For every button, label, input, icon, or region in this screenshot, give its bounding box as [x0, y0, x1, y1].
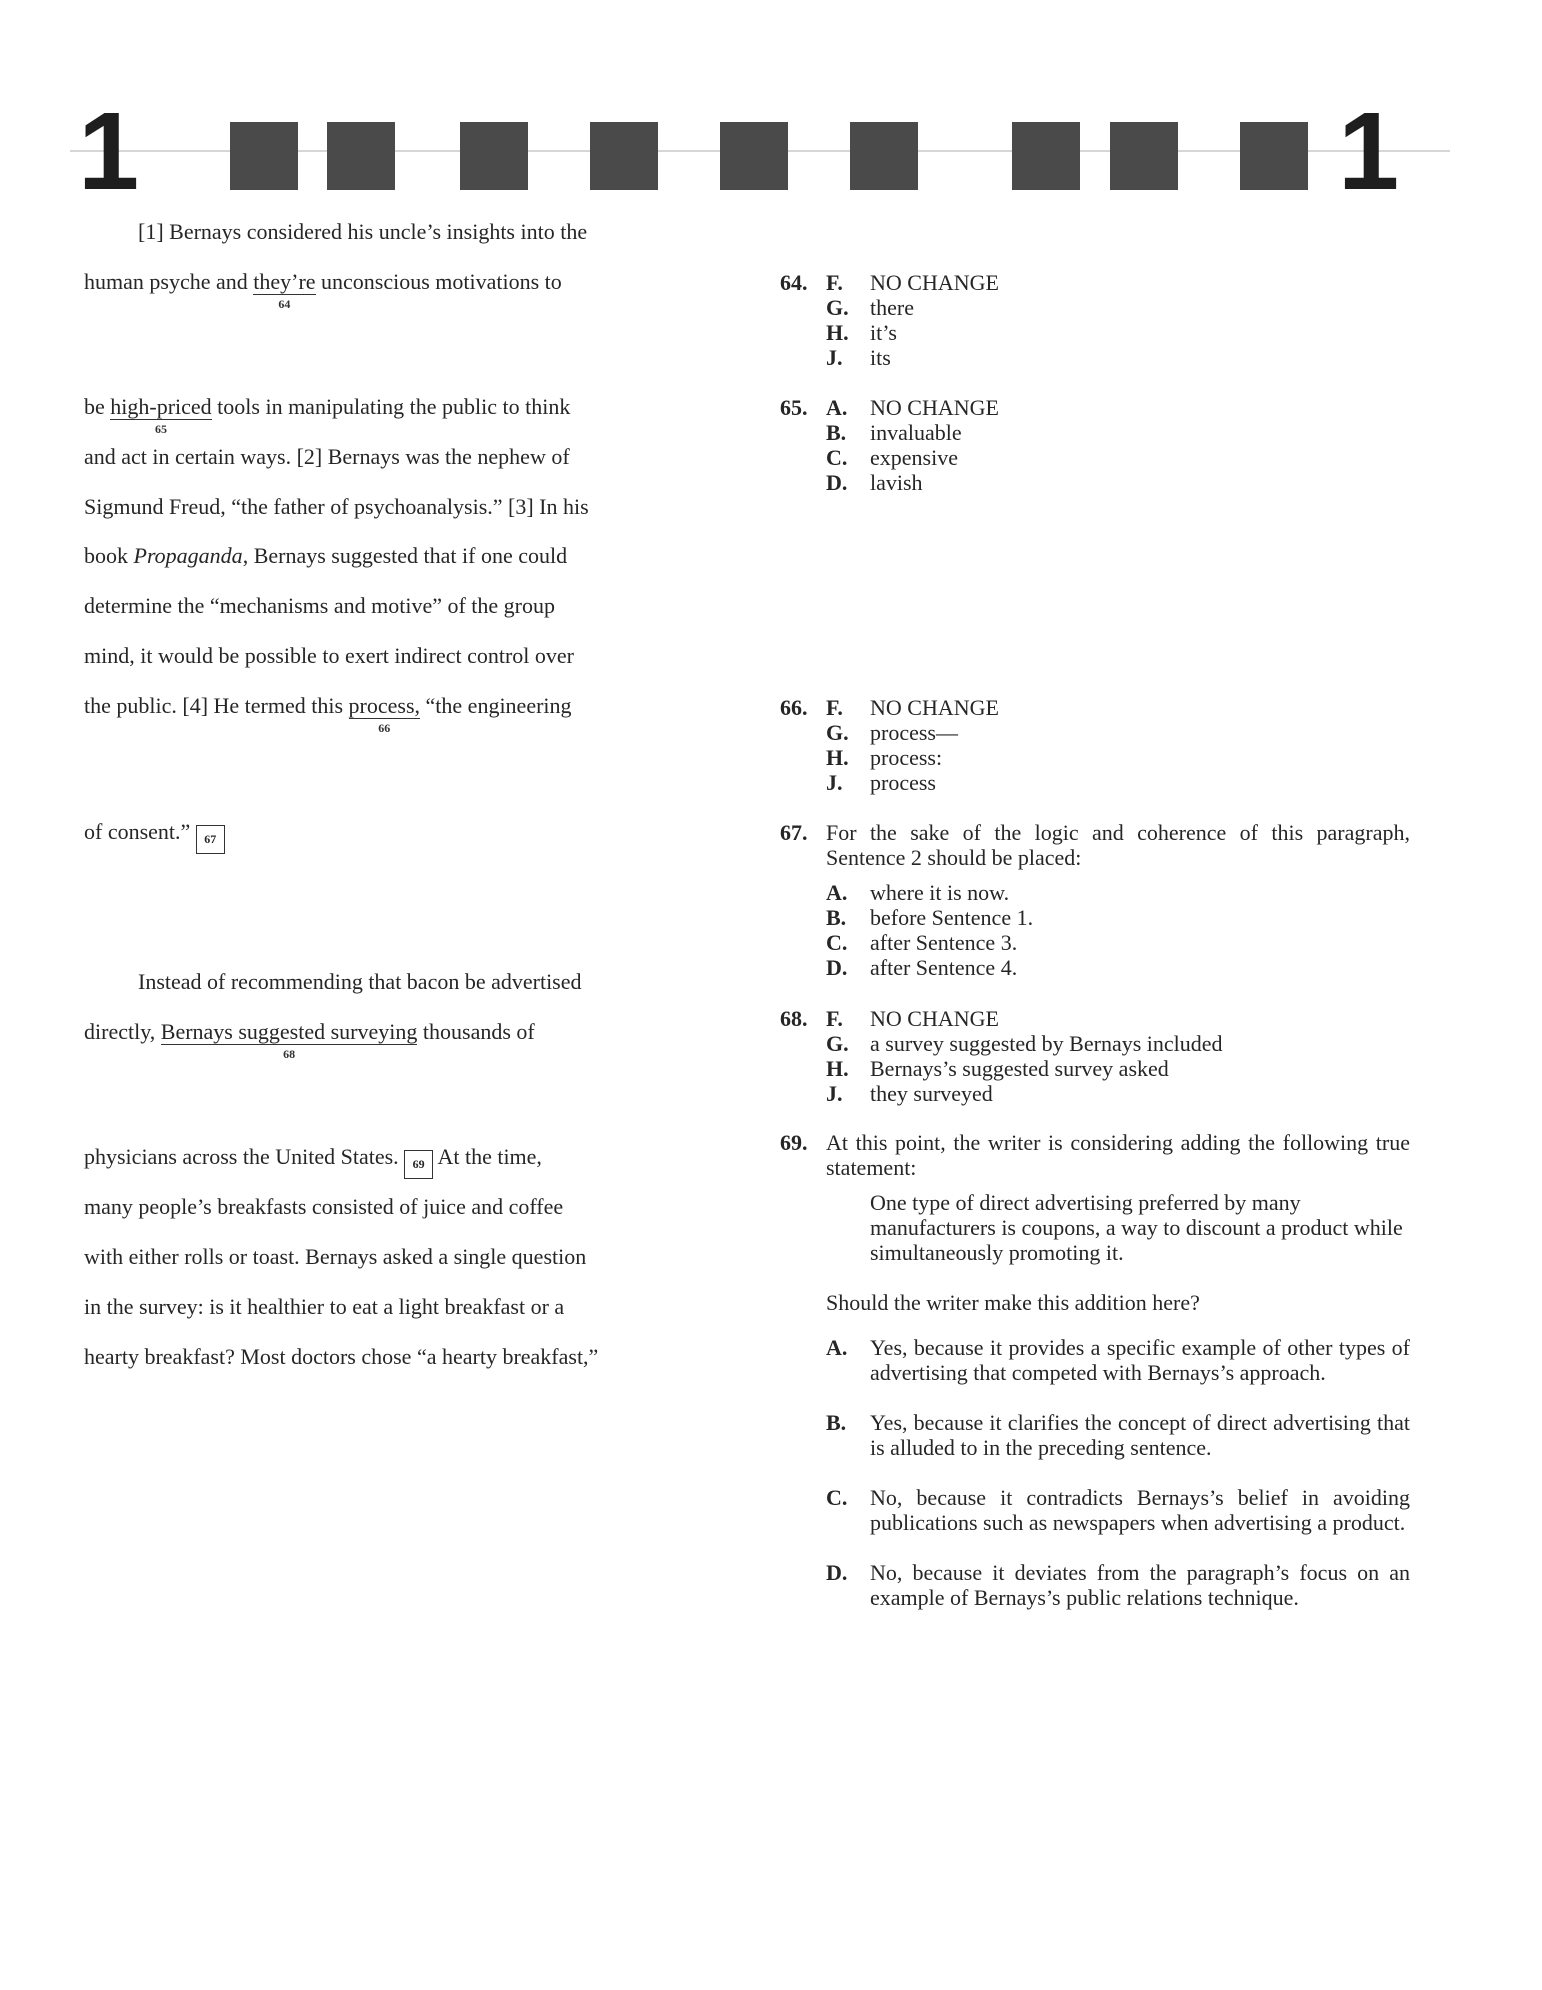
passage-line: physicians across the United States. 69 At the time,	[84, 1143, 542, 1179]
option[interactable]: D. after Sentence 4.	[826, 955, 1018, 980]
underlined-portion-68: Bernays suggested surveying 68	[160, 1019, 418, 1061]
passage-line: book Propaganda, Bernays suggested that if one could	[84, 543, 568, 568]
question-number-68: 68	[283, 1047, 296, 1061]
question-stem: For the sake of the logic and coherence of this paragraph, Sentence 2 should be placed:	[826, 820, 1410, 870]
book-title: Propaganda	[133, 543, 243, 568]
option[interactable]: A. where it is now.	[826, 880, 1010, 905]
passage-line: mind, it would be possible to exert indirect control over	[84, 643, 575, 668]
header-block	[230, 122, 298, 190]
passage-line: of consent.” 67	[84, 818, 225, 854]
passage-line: determine the “mechanisms and motive” of the group	[84, 593, 556, 618]
option[interactable]: C. expensive	[826, 445, 958, 470]
passage-line: many people’s breakfasts consisted of juice and coffee	[84, 1194, 564, 1219]
question-number-64: 64	[278, 297, 291, 311]
passage-line: be high-priced 65 tools in manipulating the public to think	[84, 394, 571, 436]
underlined-portion-65: high-priced 65	[110, 394, 212, 436]
question-number: 65.	[780, 395, 808, 420]
passage-line: human psyche and they’re 64 unconscious motivations to	[84, 269, 562, 311]
option[interactable]: B. Yes, because it clarifies the concept of direct advertising that is alluded to in the preceding sentence.	[826, 1410, 1410, 1460]
underlined-portion-66: process, 66	[348, 693, 421, 735]
passage-line: the public. [4] He termed this process, 66 “the engineering	[84, 693, 572, 735]
option[interactable]: F. NO CHANGE	[826, 695, 999, 720]
option[interactable]: C. after Sentence 3.	[826, 930, 1018, 955]
question-box-67: 67	[196, 825, 225, 854]
header-block	[1240, 122, 1308, 190]
option[interactable]: A. NO CHANGE	[826, 395, 999, 420]
question-number: 64.	[780, 270, 808, 295]
question-number-65: 65	[154, 422, 167, 436]
option[interactable]: G. process—	[826, 720, 958, 745]
option[interactable]: B. before Sentence 1.	[826, 905, 1034, 930]
section-number-right: 1	[1338, 90, 1396, 213]
option[interactable]: H. process:	[826, 745, 943, 770]
passage-line: and act in certain ways. [2] Bernays was the nephew of	[84, 444, 570, 469]
option[interactable]: J. they surveyed	[826, 1081, 993, 1106]
question-number: 67.	[780, 820, 808, 845]
section-number-left: 1	[78, 90, 136, 213]
proposed-statement: One type of direct advertising preferred by many manufacturers is coupons, a way to discount a product while simultaneously promoting it.	[870, 1190, 1403, 1265]
header-block	[1012, 122, 1080, 190]
passage-line: in the survey: is it healthier to eat a light breakfast or a	[84, 1294, 565, 1319]
option[interactable]: H. it’s	[826, 320, 897, 345]
option[interactable]: F. NO CHANGE	[826, 1006, 999, 1031]
option[interactable]: A. Yes, because it provides a specific example of other types of advertising that competed with Bernays’s approach.	[826, 1335, 1410, 1385]
passage-line: Instead of recommending that bacon be advertised	[138, 969, 582, 994]
header-block	[327, 122, 395, 190]
passage-line: Sigmund Freud, “the father of psychoanalysis.” [3] In his	[84, 494, 589, 519]
underlined-portion-64: they’re 64	[253, 269, 316, 311]
option[interactable]: D. No, because it deviates from the paragraph’s focus on an example of Bernays’s public relations technique.	[826, 1560, 1410, 1610]
question-prompt: Should the writer make this addition here?	[826, 1290, 1200, 1315]
question-number-66: 66	[378, 721, 391, 735]
question-number: 69.	[780, 1130, 808, 1155]
header-block	[850, 122, 918, 190]
question-box-69: 69	[404, 1150, 433, 1179]
option[interactable]: B. invaluable	[826, 420, 962, 445]
option[interactable]: J. process	[826, 770, 936, 795]
question-stem: At this point, the writer is considering adding the following true statement:	[826, 1130, 1410, 1180]
header-block	[720, 122, 788, 190]
option[interactable]: F. NO CHANGE	[826, 270, 999, 295]
passage-line: [1] Bernays considered his uncle’s insights into the	[138, 219, 588, 244]
passage-line: hearty breakfast? Most doctors chose “a hearty breakfast,”	[84, 1344, 599, 1369]
header-block	[460, 122, 528, 190]
question-number: 68.	[780, 1006, 808, 1031]
option[interactable]: D. lavish	[826, 470, 923, 495]
option[interactable]: G. a survey suggested by Bernays included	[826, 1031, 1223, 1056]
header-block	[1110, 122, 1178, 190]
question-number: 66.	[780, 695, 808, 720]
option[interactable]: G. there	[826, 295, 914, 320]
option[interactable]: H. Bernays’s suggested survey asked	[826, 1056, 1169, 1081]
passage-line: with either rolls or toast. Bernays asked a single question	[84, 1244, 587, 1269]
header-block	[590, 122, 658, 190]
option[interactable]: C. No, because it contradicts Bernays’s belief in avoiding publications such as newspapers when advertising a product.	[826, 1485, 1410, 1535]
option[interactable]: J. its	[826, 345, 891, 370]
passage-line: directly, Bernays suggested surveying 68 thousands of	[84, 1019, 535, 1061]
